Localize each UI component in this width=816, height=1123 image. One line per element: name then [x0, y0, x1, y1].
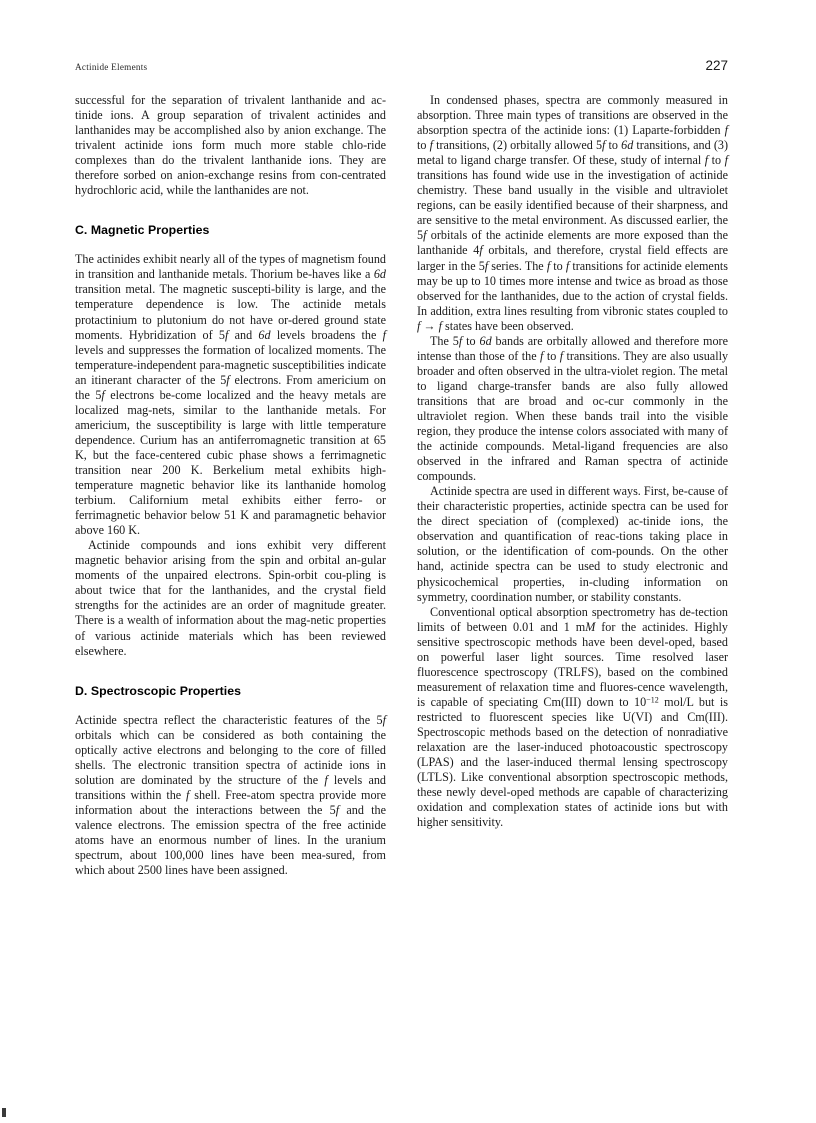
orbital-f: f [438, 318, 442, 333]
orbital-f: f [540, 348, 544, 363]
orbital-6d: 6d [373, 267, 386, 282]
text-run: series. The [488, 258, 547, 273]
text-run: orbitals which can be considered as both containing the optically active electrons and belonging to the core of filled shells. The electronic transition spectra of actinide ions in solution are dominated by the structure of the [75, 727, 386, 787]
text-run: levels broadens the [270, 327, 383, 342]
paragraph-absorption-1 [417, 93, 728, 334]
right-column [417, 93, 728, 878]
text-run: and the valence electrons. The emission spectra of the free actinide atoms have an enormous number of lines. In the uranium spectrum, about 100,000 lines have been mea-sured, from which about 2500 lines have been assigned. [75, 802, 386, 878]
exponent: −12 [646, 695, 659, 705]
orbital-f: f [559, 348, 564, 363]
paragraph-carryover: successful for the separation of trivalent lanthanide and ac-tinide ions. A group separation of trivalent actinides and lanthanides may be accomplished also by anion exchange. The trivalent actinide ions form much more stable chlo-ride complexes than do the trivalent lanthanide ions. They are therefore sorbed on anion-exchange resins from con-centrated hydrochloric acid, while the lanthanides are not. [75, 93, 386, 198]
spacer [75, 198, 386, 223]
orbital-f: f [417, 318, 421, 333]
text-run: orbitals, and therefore, crystal field effects are larger in the 5 [417, 243, 728, 273]
orbital-f: f [224, 327, 229, 342]
paragraph-detection-limits [417, 605, 728, 831]
spacer [75, 237, 386, 252]
text-run: transitions, (2) orbitally allowed 5 [432, 138, 603, 153]
text-run: electrons be-come localized and the heavy metals are localized mag-nets, similar to the lanthanide metals. For americium, the susceptibility is large with little temperature dependence. Curium has an antiferromagnetic transition at 65 K, but the face-centered cubic phase shows a ferrimagnetic transition near 200 K. Berkelium metal exhibits high-temperature magnetic behavior like its lanthanide homolog terbium. Californium metal exhibits either ferro- or ferrimagnetic behavior below 51 K and paramagnetic behavior above 160 K. [75, 387, 387, 538]
text-run: and [228, 327, 259, 342]
running-head [75, 58, 728, 73]
orbital-f: f [423, 228, 427, 243]
text-run: to [605, 138, 622, 153]
text-run: for the actinides. Highly sensitive spectroscopic methods have been devel-oped, based on powerful laser light sources. Time resolved laser fluorescence spectroscopy (TRLFS), based on the combined measurement of relaxation time and fluores-cence wavelength, is capable of speciating Cm(III) down to 10 [417, 619, 728, 709]
orbital-f: f [479, 243, 483, 258]
orbital-f: f [458, 333, 463, 348]
orbital-f: f [101, 387, 105, 402]
text-run: transitions. They are also usually broader and often observed in the ultra-violet region. The metal to ligand charge-transfer bands are also fully allowed transitions that are broad and oc-cur commonly in the ultraviolet region. When these bands trail into the visible region, they produce the intense colors associated with many of the actinide compounds. Metal-ligand frequencies are also observed in the infrared and Raman spectra of actinide compounds. [417, 348, 729, 484]
text-run: electrons. From americium on the 5 [75, 372, 387, 402]
text-run: to [417, 138, 430, 153]
molarity-symbol: M [585, 619, 596, 634]
text-run: orbitals of the actinide elements are more exposed than the lanthanide 4 [417, 228, 728, 258]
orbital-6d: 6d [621, 138, 634, 153]
text-run: transitions for actinide elements may be up to 10 times more intense and twice as broad as those observed for the lanthanides, due to the action of crystal fields. In addition, extra lines resulting from vibronic states coupled to [417, 258, 728, 318]
orbital-f: f [484, 258, 489, 273]
text-run: states have been observed. [441, 318, 574, 333]
text-run: transitions, and (3) metal to ligand charge transfer. Of these, study of internal [417, 138, 728, 168]
running-head-title: Actinide Elements [75, 62, 148, 72]
paragraph-spectroscopic-1 [75, 713, 386, 879]
orbital-f: f [704, 153, 709, 168]
text-run: The actinides exhibit nearly all of the types of magnetism found in transition and lanthanide metals. Thorium be-haves like a [75, 252, 386, 282]
orbital-f: f [382, 327, 386, 342]
text-run: In condensed phases, spectra are commonly measured in absorption. Three main types of transitions are observed in the absorption spectra of the actinide ions: (1) Laparte-forbidden [417, 93, 728, 138]
transition-arrow: → [420, 318, 439, 333]
orbital-f: f [186, 787, 190, 802]
orbital-f: f [724, 123, 728, 138]
spacer [75, 698, 386, 713]
paragraph-applications: Actinide spectra are used in different ways. First, be-cause of their characteristic properties, actinide spectra can be used for the direct speciation of (complexed) ac-tinide ions, the observation and quantification of reac-tions taking place in solution, or the identification of com-pounds. On the other hand, actinide spectra can be used to study electronic and physicochemical properties, in-cluding information on symmetry, coordination number, or stability constants. [417, 484, 728, 604]
orbital-f: f [602, 138, 606, 153]
text-run: transition metal. The magnetic suscepti-bility is large, and the temperature dependence is low. The actinide metals protactinium to plutonium do not have or-dered ground state moments. Hybridization of 5 [75, 282, 386, 342]
text-run: to [543, 348, 560, 363]
orbital-f: f [429, 138, 433, 153]
paragraph-magnetic-1 [75, 252, 386, 538]
text-run: transitions has found wide use in the investigation of actinide chemistry. These band usually in the visible and ultraviolet regions, can be easily identified because of their sharpness, and are sensitive to the metal environment. As discussed earlier, the 5 [417, 168, 728, 243]
text-run: to [708, 153, 725, 168]
text-run: The 5 [430, 333, 459, 348]
orbital-f: f [546, 258, 551, 273]
orbital-f: f [226, 372, 230, 387]
text-run: levels and transitions within the [75, 772, 387, 802]
orbital-f: f [565, 258, 570, 273]
text-run: mol/L but is restricted to fluorescent species like U(VI) and Cm(III). Spectroscopic methods based on the detection of nonradiative relaxation are the laser-induced photoacoustic spectroscopy (LPAS) and the laser-induced thermal lensing spectroscopy (LTLS). Like conventional absorption spectroscopic methods, these newly devel-oped methods are capable of characterizing oxidation and complexation states of actinide ions but with higher sensitivity. [417, 694, 728, 830]
orbital-6d: 6d [479, 333, 492, 348]
left-column [75, 93, 386, 878]
text-run: shell. Free-atom spectra provide more information about the interactions between the 5 [75, 787, 386, 817]
text-run: to [550, 258, 566, 273]
text-run: Conventional optical absorption spectrometry has de-tection limits of between 0.01 and 1 m [417, 604, 728, 634]
orbital-f: f [324, 772, 328, 787]
section-heading-d: D. Spectroscopic Properties [75, 683, 242, 698]
orbital-6d: 6d [258, 327, 271, 342]
text-run: Actinide spectra reflect the characteristic features of the 5 [75, 712, 383, 727]
paragraph-magnetic-2: Actinide compounds and ions exhibit very different magnetic behavior arising from the spin and orbital an-gular moments of the unpaired electrons. Spin-orbit cou-pling is about twice that for the lanthanides, and the crystal field strengths for the actinides are an order of magnitude greater. There is a wealth of information about the mag-netic properties of various actinide materials which has been reviewed elsewhere. [75, 538, 386, 658]
section-heading-c: C. Magnetic Properties [75, 223, 210, 238]
orbital-f: f [382, 712, 386, 727]
scan-artifact-mark [2, 1108, 6, 1117]
text-run: to [462, 333, 480, 348]
body-columns [75, 93, 728, 878]
text-run: bands are orbitally allowed and therefore more intense than those of the [417, 333, 728, 363]
orbital-f: f [335, 802, 340, 817]
text-run: levels and suppresses the formation of localized moments. The temperature-independent para-magnetic susceptibilities indicate an itinerant character of the 5 [75, 342, 386, 387]
page-number: 227 [705, 58, 728, 73]
paragraph-absorption-2 [417, 334, 728, 484]
spacer [75, 659, 386, 684]
orbital-f: f [724, 153, 729, 168]
